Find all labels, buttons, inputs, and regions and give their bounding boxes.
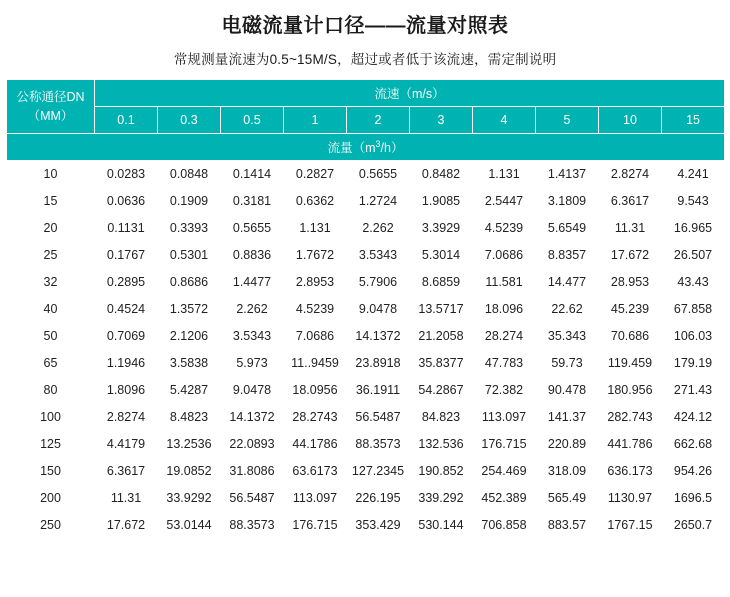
- header-speed-6: 4: [473, 107, 536, 134]
- header-speed-0: 0.1: [95, 107, 158, 134]
- cell-flow: 0.1131: [95, 215, 158, 242]
- cell-flow: 21.2058: [410, 323, 473, 350]
- cell-flow: 11.31: [95, 485, 158, 512]
- cell-flow: 13.5717: [410, 296, 473, 323]
- header-speed-1: 0.3: [158, 107, 221, 134]
- cell-flow: 2.262: [221, 296, 284, 323]
- cell-flow: 4.241: [662, 161, 725, 188]
- cell-dn: 125: [7, 431, 95, 458]
- cell-flow: 17.672: [95, 512, 158, 539]
- cell-flow: 565.49: [536, 485, 599, 512]
- cell-flow: 1.3572: [158, 296, 221, 323]
- cell-flow: 0.5655: [347, 161, 410, 188]
- header-speed-7: 5: [536, 107, 599, 134]
- cell-flow: 271.43: [662, 377, 725, 404]
- cell-flow: 2.262: [347, 215, 410, 242]
- cell-flow: 35.8377: [410, 350, 473, 377]
- cell-flow: 220.89: [536, 431, 599, 458]
- cell-flow: 2650.7: [662, 512, 725, 539]
- cell-flow: 88.3573: [221, 512, 284, 539]
- cell-flow: 2.5447: [473, 188, 536, 215]
- flow-header-suffix: /h）: [380, 141, 404, 155]
- table-row: [7, 296, 725, 323]
- cell-flow: 14.477: [536, 269, 599, 296]
- cell-flow: 113.097: [284, 485, 347, 512]
- cell-flow: 1.131: [473, 161, 536, 188]
- cell-flow: 0.5655: [221, 215, 284, 242]
- cell-flow: 44.1786: [284, 431, 347, 458]
- cell-dn: 65: [7, 350, 95, 377]
- table-row: [7, 188, 725, 215]
- cell-flow: 56.5487: [347, 404, 410, 431]
- cell-dn: 32: [7, 269, 95, 296]
- page-subtitle: 常规测量流速为0.5~15M/S，超过或者低于该流速，需定制说明: [173, 52, 557, 67]
- cell-flow: 441.786: [599, 431, 662, 458]
- cell-flow: 0.8686: [158, 269, 221, 296]
- cell-flow: 0.1909: [158, 188, 221, 215]
- cell-flow: 36.1911: [347, 377, 410, 404]
- table-row: [7, 350, 725, 377]
- cell-flow: 22.0893: [221, 431, 284, 458]
- cell-flow: 176.715: [473, 431, 536, 458]
- cell-flow: 11.31: [599, 215, 662, 242]
- cell-flow: 1.1946: [95, 350, 158, 377]
- cell-dn: 200: [7, 485, 95, 512]
- cell-flow: 35.343: [536, 323, 599, 350]
- cell-flow: 113.097: [473, 404, 536, 431]
- cell-flow: 0.3181: [221, 188, 284, 215]
- cell-flow: 0.5301: [158, 242, 221, 269]
- table-row: [7, 323, 725, 350]
- cell-flow: 8.4823: [158, 404, 221, 431]
- cell-flow: 19.0852: [158, 458, 221, 485]
- cell-flow: 180.956: [599, 377, 662, 404]
- page-title: 电磁流量计口径——流量对照表: [221, 15, 509, 37]
- header-row-speed: [7, 80, 725, 107]
- cell-flow: 2.8274: [599, 161, 662, 188]
- cell-flow: 3.3929: [410, 215, 473, 242]
- cell-flow: 530.144: [410, 512, 473, 539]
- flow-header-sup: 3: [375, 138, 381, 149]
- cell-dn: 15: [7, 188, 95, 215]
- page-container: [0, 9, 730, 597]
- cell-flow: 6.3617: [599, 188, 662, 215]
- cell-flow: 2.1206: [158, 323, 221, 350]
- cell-dn: 100: [7, 404, 95, 431]
- cell-flow: 0.7069: [95, 323, 158, 350]
- cell-flow: 0.0636: [95, 188, 158, 215]
- cell-flow: 43.43: [662, 269, 725, 296]
- cell-flow: 3.1809: [536, 188, 599, 215]
- cell-flow: 28.2743: [284, 404, 347, 431]
- cell-flow: 1.4137: [536, 161, 599, 188]
- cell-flow: 1.9085: [410, 188, 473, 215]
- cell-flow: 8.6859: [410, 269, 473, 296]
- cell-flow: 1.131: [284, 215, 347, 242]
- cell-flow: 90.478: [536, 377, 599, 404]
- cell-flow: 23.8918: [347, 350, 410, 377]
- cell-flow: 11.581: [473, 269, 536, 296]
- cell-flow: 0.8836: [221, 242, 284, 269]
- cell-flow: 4.4179: [95, 431, 158, 458]
- header-dn-line1: 公称通径DN: [16, 90, 85, 105]
- cell-dn: 10: [7, 161, 95, 188]
- cell-flow: 3.5838: [158, 350, 221, 377]
- cell-dn: 250: [7, 512, 95, 539]
- cell-flow: 5.7906: [347, 269, 410, 296]
- flow-header-prefix: 流量（m: [327, 141, 376, 155]
- table-header: [7, 80, 725, 161]
- cell-flow: 106.03: [662, 323, 725, 350]
- cell-flow: 127.2345: [347, 458, 410, 485]
- cell-flow: 45.239: [599, 296, 662, 323]
- cell-flow: 11..9459: [284, 350, 347, 377]
- cell-dn: 40: [7, 296, 95, 323]
- cell-flow: 67.858: [662, 296, 725, 323]
- cell-flow: 2.8274: [95, 404, 158, 431]
- cell-flow: 1130.97: [599, 485, 662, 512]
- cell-flow: 0.6362: [284, 188, 347, 215]
- cell-flow: 70.686: [599, 323, 662, 350]
- cell-flow: 0.4524: [95, 296, 158, 323]
- cell-flow: 4.5239: [284, 296, 347, 323]
- cell-flow: 9.0478: [347, 296, 410, 323]
- cell-flow: 16.965: [662, 215, 725, 242]
- cell-flow: 5.3014: [410, 242, 473, 269]
- table-row: [7, 512, 725, 539]
- cell-flow: 1.8096: [95, 377, 158, 404]
- header-speed-5: 3: [410, 107, 473, 134]
- cell-dn: 50: [7, 323, 95, 350]
- cell-flow: 662.68: [662, 431, 725, 458]
- cell-flow: 954.26: [662, 458, 725, 485]
- cell-flow: 1.4477: [221, 269, 284, 296]
- cell-flow: 1.7672: [284, 242, 347, 269]
- cell-dn: 150: [7, 458, 95, 485]
- cell-flow: 452.389: [473, 485, 536, 512]
- cell-flow: 636.173: [599, 458, 662, 485]
- cell-flow: 226.195: [347, 485, 410, 512]
- cell-flow: 1696.5: [662, 485, 725, 512]
- cell-flow: 0.2827: [284, 161, 347, 188]
- cell-flow: 33.9292: [158, 485, 221, 512]
- cell-flow: 0.1767: [95, 242, 158, 269]
- cell-flow: 1767.15: [599, 512, 662, 539]
- cell-flow: 1.2724: [347, 188, 410, 215]
- header-speed-9: 15: [662, 107, 725, 134]
- cell-flow: 353.429: [347, 512, 410, 539]
- cell-dn: 80: [7, 377, 95, 404]
- header-speed-2: 0.5: [221, 107, 284, 134]
- cell-flow: 254.469: [473, 458, 536, 485]
- cell-flow: 84.823: [410, 404, 473, 431]
- table-row: [7, 404, 725, 431]
- cell-flow: 28.953: [599, 269, 662, 296]
- header-cell-speed: 流速（m/s）: [95, 80, 725, 107]
- cell-flow: 0.0848: [158, 161, 221, 188]
- cell-flow: 119.459: [599, 350, 662, 377]
- header-row-flow: [7, 134, 725, 161]
- cell-dn: 25: [7, 242, 95, 269]
- cell-flow: 706.858: [473, 512, 536, 539]
- cell-flow: 14.1372: [221, 404, 284, 431]
- header-dn-line2: （MM）: [27, 108, 74, 123]
- flow-comparison-table: [6, 79, 725, 539]
- cell-flow: 282.743: [599, 404, 662, 431]
- table-row: [7, 377, 725, 404]
- cell-flow: 5.4287: [158, 377, 221, 404]
- cell-flow: 72.382: [473, 377, 536, 404]
- cell-flow: 56.5487: [221, 485, 284, 512]
- cell-flow: 179.19: [662, 350, 725, 377]
- cell-flow: 7.0686: [284, 323, 347, 350]
- cell-flow: 22.62: [536, 296, 599, 323]
- cell-flow: 63.6173: [284, 458, 347, 485]
- cell-flow: 13.2536: [158, 431, 221, 458]
- cell-flow: 7.0686: [473, 242, 536, 269]
- cell-flow: 3.5343: [221, 323, 284, 350]
- cell-flow: 132.536: [410, 431, 473, 458]
- cell-flow: 0.0283: [95, 161, 158, 188]
- cell-flow: 31.8086: [221, 458, 284, 485]
- cell-flow: 59.73: [536, 350, 599, 377]
- table-row: [7, 269, 725, 296]
- header-speed-8: 10: [599, 107, 662, 134]
- cell-flow: 8.8357: [536, 242, 599, 269]
- cell-flow: 0.2895: [95, 269, 158, 296]
- table-row: [7, 458, 725, 485]
- cell-flow: 17.672: [599, 242, 662, 269]
- table-row: [7, 215, 725, 242]
- cell-flow: 4.5239: [473, 215, 536, 242]
- cell-flow: 26.507: [662, 242, 725, 269]
- cell-dn: 20: [7, 215, 95, 242]
- cell-flow: 0.8482: [410, 161, 473, 188]
- table-row: [7, 161, 725, 188]
- cell-flow: 5.973: [221, 350, 284, 377]
- header-cell-dn: [7, 80, 95, 134]
- cell-flow: 2.8953: [284, 269, 347, 296]
- cell-flow: 18.0956: [284, 377, 347, 404]
- cell-flow: 54.2867: [410, 377, 473, 404]
- cell-flow: 424.12: [662, 404, 725, 431]
- cell-flow: 28.274: [473, 323, 536, 350]
- cell-flow: 0.1414: [221, 161, 284, 188]
- cell-flow: 190.852: [410, 458, 473, 485]
- cell-flow: 88.3573: [347, 431, 410, 458]
- cell-flow: 0.3393: [158, 215, 221, 242]
- cell-flow: 47.783: [473, 350, 536, 377]
- cell-flow: 6.3617: [95, 458, 158, 485]
- cell-flow: 883.57: [536, 512, 599, 539]
- cell-flow: 176.715: [284, 512, 347, 539]
- table-body: [7, 161, 725, 539]
- cell-flow: 318.09: [536, 458, 599, 485]
- cell-flow: 141.37: [536, 404, 599, 431]
- table-row: [7, 431, 725, 458]
- cell-flow: 9.543: [662, 188, 725, 215]
- cell-flow: 18.096: [473, 296, 536, 323]
- cell-flow: 5.6549: [536, 215, 599, 242]
- cell-flow: 3.5343: [347, 242, 410, 269]
- header-cell-flow: [7, 134, 725, 161]
- cell-flow: 9.0478: [221, 377, 284, 404]
- header-speed-4: 2: [347, 107, 410, 134]
- header-row-speed-values: [7, 107, 725, 134]
- cell-flow: 53.0144: [158, 512, 221, 539]
- cell-flow: 14.1372: [347, 323, 410, 350]
- table-row: [7, 485, 725, 512]
- table-row: [7, 242, 725, 269]
- header-speed-3: 1: [284, 107, 347, 134]
- cell-flow: 339.292: [410, 485, 473, 512]
